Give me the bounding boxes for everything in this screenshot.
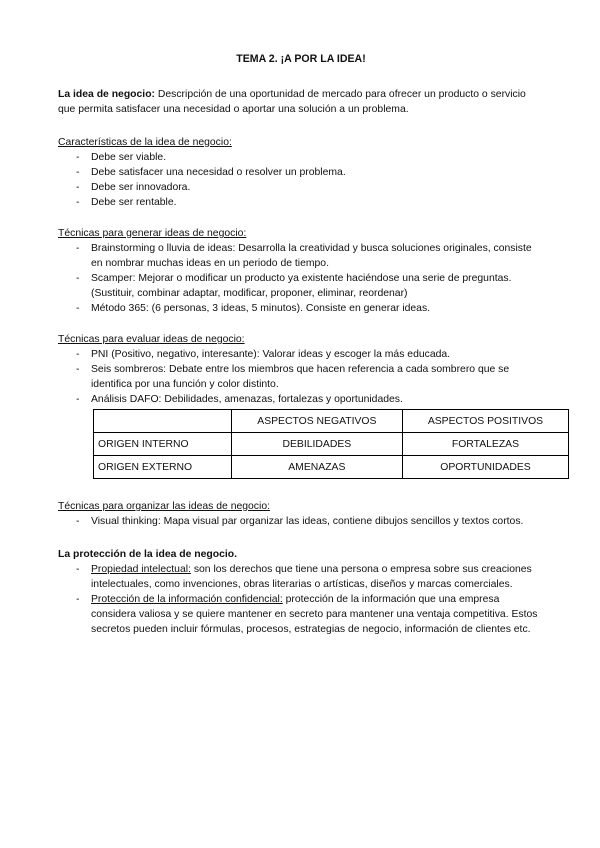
proteccion-item-text: son los derechos que tiene una persona o empresa sobre sus creaciones intelectuales, como invenciones, obras literarias o artísticas, diseños y marcas comerciales. [91, 564, 532, 590]
list-item [58, 592, 544, 637]
dafo-header-positive: ASPECTOS POSITIVOS [402, 410, 568, 433]
generar-list [58, 241, 544, 316]
page-title: TEMA 2. ¡A POR LA IDEA! [236, 53, 366, 65]
proteccion-list [58, 562, 544, 637]
proteccion-heading: La protección de la idea de negocio. [58, 549, 237, 560]
list-item: - Seis sombreros: Debate entre los miembros que hacen referencia a cada sombrero que se identifica por una función y color distinto. [58, 362, 544, 392]
dafo-cell: AMENAZAS [231, 456, 402, 479]
dafo-cell: DEBILIDADES [231, 433, 402, 456]
intro-paragraph [58, 87, 544, 117]
list-item: - Debe ser viable. [58, 150, 544, 165]
list-item: - Debe satisfacer una necesidad o resolver un problema. [58, 165, 544, 180]
proteccion-item-label: Propiedad intelectual: [91, 564, 191, 575]
proteccion-item-text: protección de la información que una empresa considera valiosa y se quiere mantener en secreto para mantener una ventaja competitiva. Estos secretos pueden incluir fórmulas, procesos, estrategias de negocio, información de clientes etc. [91, 594, 538, 635]
dafo-corner-cell [94, 410, 232, 433]
dafo-cell: OPORTUNIDADES [402, 456, 568, 479]
evaluar-heading: Técnicas para evaluar ideas de negocio: [58, 334, 245, 345]
list-item: - Visual thinking: Mapa visual par organizar las ideas, contiene dibujos sencillos y textos cortos. [58, 514, 544, 529]
dafo-row-label: ORIGEN INTERNO [94, 433, 232, 456]
proteccion-item-label: Protección de la información confidencial: [91, 594, 283, 605]
section-organizar [58, 499, 544, 529]
list-item: - PNI (Positivo, negativo, interesante): Valorar ideas y escoger la más educada. [58, 347, 544, 362]
section-caracteristicas [58, 135, 544, 210]
evaluar-list [58, 347, 544, 407]
table-row [94, 433, 569, 456]
section-generar [58, 226, 544, 316]
caracteristicas-heading: Características de la idea de negocio: [58, 137, 232, 148]
list-item: - Brainstorming o lluvia de ideas: Desarrolla la creatividad y busca soluciones originales, consiste en nombrar muchas ideas en un periodo de tiempo. [58, 241, 544, 271]
list-item: - Scamper: Mejorar o modificar un producto ya existente haciéndose una serie de preguntas. (Sustituir, combinar adaptar, modificar, proponer, eliminar, reordenar) [58, 271, 544, 301]
table-row [94, 410, 569, 433]
dafo-header-negative: ASPECTOS NEGATIVOS [231, 410, 402, 433]
section-evaluar [58, 332, 544, 479]
list-item: - Debe ser innovadora. [58, 180, 544, 195]
organizar-list [58, 514, 544, 529]
caracteristicas-list [58, 150, 544, 210]
intro-text: Descripción de una oportunidad de mercado para ofrecer un producto o servicio que permita satisfacer una necesidad o aportar una solución a un problema. [58, 89, 526, 115]
generar-heading: Técnicas para generar ideas de negocio: [58, 228, 247, 239]
dafo-table [93, 409, 569, 479]
list-item: - Debe ser rentable. [58, 195, 544, 210]
dafo-row-label: ORIGEN EXTERNO [94, 456, 232, 479]
document-page [58, 52, 544, 653]
organizar-heading: Técnicas para organizar las ideas de negocio: [58, 501, 270, 512]
list-item [58, 562, 544, 592]
table-row [94, 456, 569, 479]
intro-label: La idea de negocio: [58, 89, 155, 100]
list-item: - Análisis DAFO: Debilidades, amenazas, fortalezas y oportunidades. [58, 392, 544, 407]
list-item: - Método 365: (6 personas, 3 ideas, 5 minutos). Consiste en generar ideas. [58, 301, 544, 316]
dafo-cell: FORTALEZAS [402, 433, 568, 456]
section-proteccion [58, 547, 544, 637]
